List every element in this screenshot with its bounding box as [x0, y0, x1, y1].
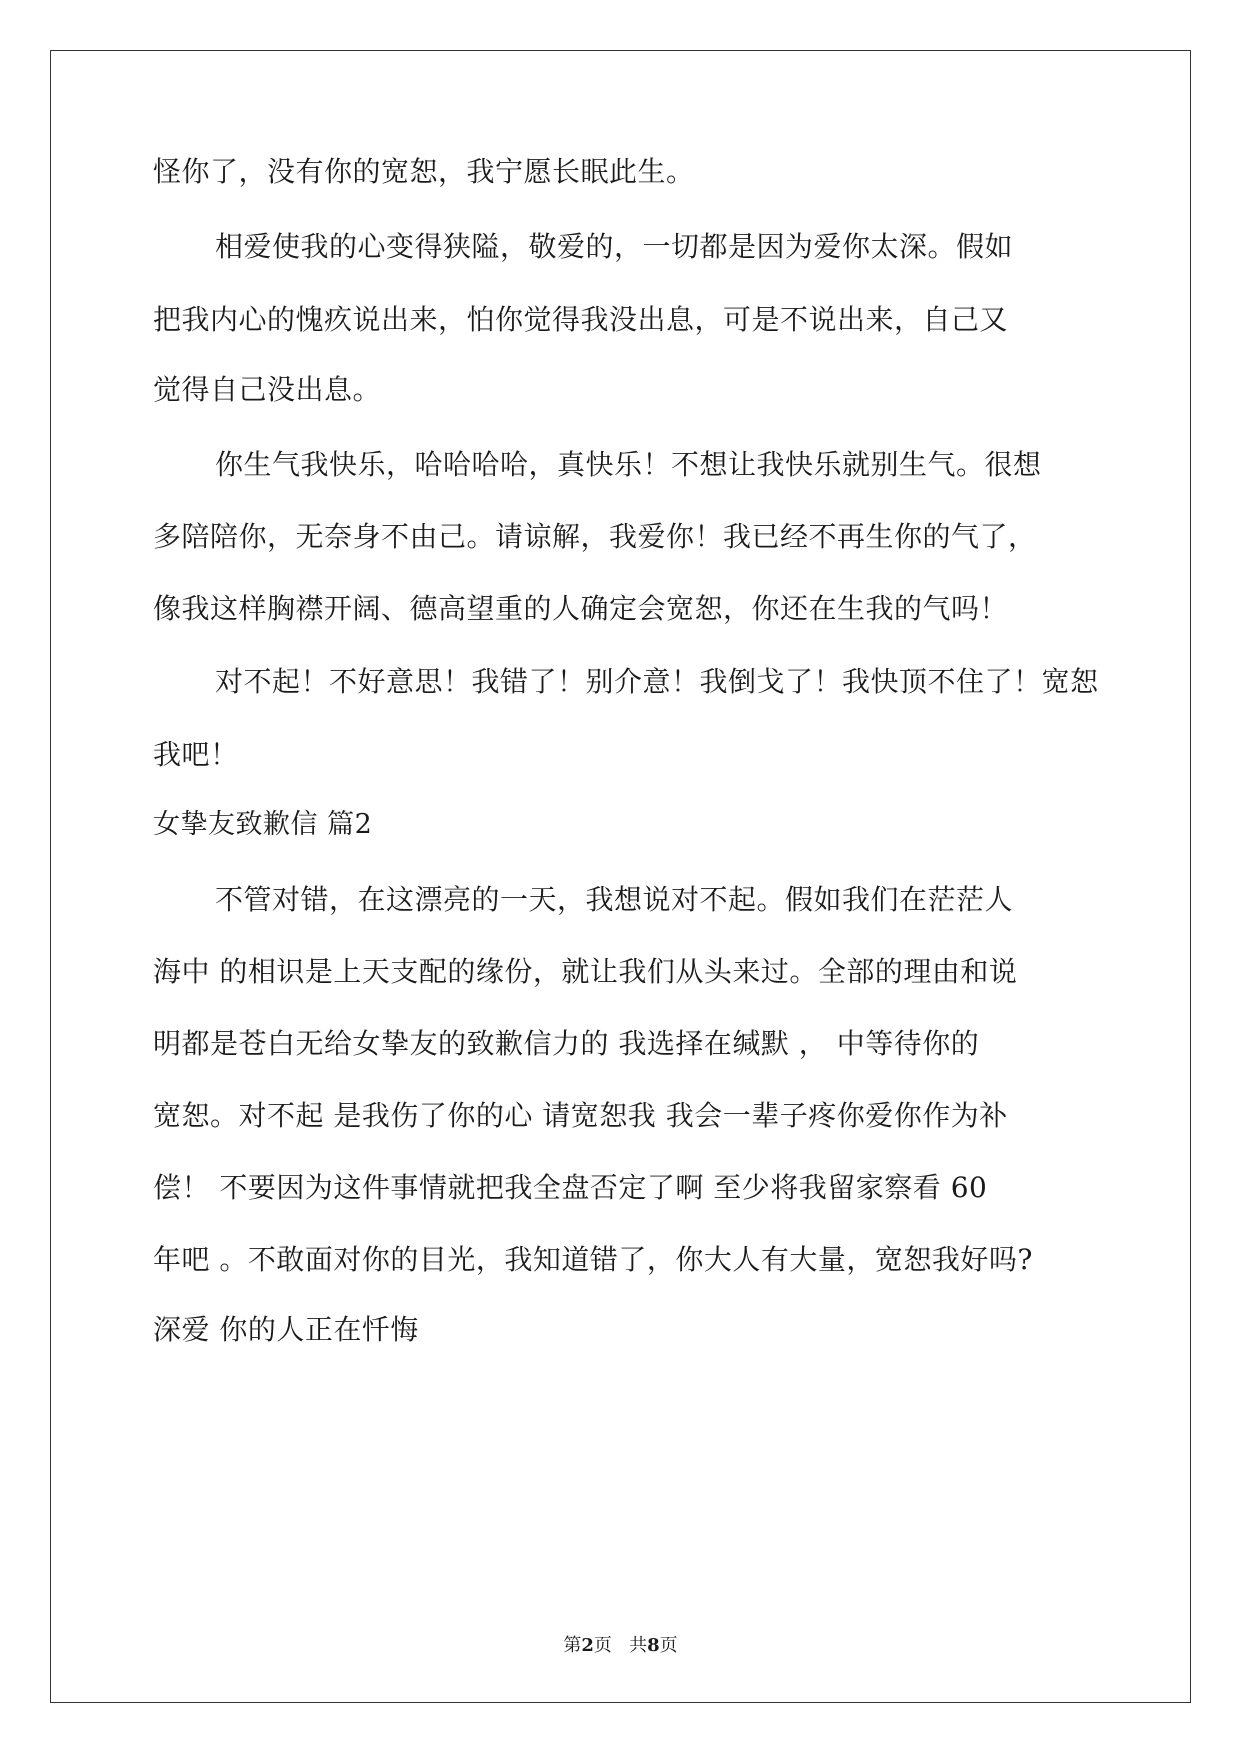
paragraph-line-6: 像我这样胸襟开阔、德高望重的人确定会宽恕，你还在生我的气吗！ [153, 592, 1009, 625]
footer-current-page: 2 [581, 1635, 594, 1656]
paragraph-line-5: 多陪陪你，无奈身不由己。请谅解，我爱你！我已经不再生你的气了， [153, 520, 1037, 553]
footer-mid: 页 共 [593, 1635, 648, 1656]
paragraph-line-10: 海中 的相识是上天支配的缘份，就让我们从头来过。全部的理由和说 [153, 955, 1018, 988]
paragraph-line-12: 宽恕。对不起 是我伤了你的心 请宽恕我 我会一辈子疼你爱你作为补 [153, 1099, 1008, 1132]
page-border [50, 50, 1191, 1703]
footer-total-pages: 8 [647, 1635, 660, 1656]
paragraph-line-1: 相爱使我的心变得狭隘，敬爱的，一切都是因为爱你太深。假如 [215, 230, 1014, 263]
paragraph-line-11: 明都是苍白无给女挚友的致歉信力的 我选择在缄默 ， 中等待你的 [153, 1027, 980, 1060]
body-line-1: 怪你了，没有你的宽恕，我宁愿长眠此生。 [153, 155, 695, 188]
page-footer [0, 1634, 1241, 1658]
paragraph-line-4: 你生气我快乐，哈哈哈哈，真快乐！不想让我快乐就别生气。很想 [215, 448, 1042, 481]
footer-suffix: 页 [659, 1635, 678, 1656]
paragraph-line-15: 深爱 你的人正在忏悔 [153, 1313, 419, 1346]
footer-prefix: 第 [563, 1635, 582, 1656]
paragraph-line-3: 觉得自己没出息。 [153, 373, 382, 406]
section-heading: 女挚友致歉信 篇2 [153, 809, 373, 840]
paragraph-line-7: 对不起！不好意思！我错了！别介意！我倒戈了！我快顶不住了！宽恕 [215, 665, 1099, 698]
paragraph-line-13: 偿！ 不要因为这件事情就把我全盘否定了啊 至少将我留家察看 60 [153, 1171, 988, 1204]
paragraph-line-9: 不管对错，在这漂亮的一天，我想说对不起。假如我们在茫茫人 [215, 883, 1014, 916]
paragraph-line-2: 把我内心的愧疚说出来，怕你觉得我没出息，可是不说出来，自己又 [153, 303, 1009, 336]
paragraph-line-8: 我吧！ [153, 738, 239, 771]
paragraph-line-14: 年吧 。不敢面对你的目光，我知道错了，你大人有大量，宽恕我好吗? [153, 1243, 1033, 1276]
